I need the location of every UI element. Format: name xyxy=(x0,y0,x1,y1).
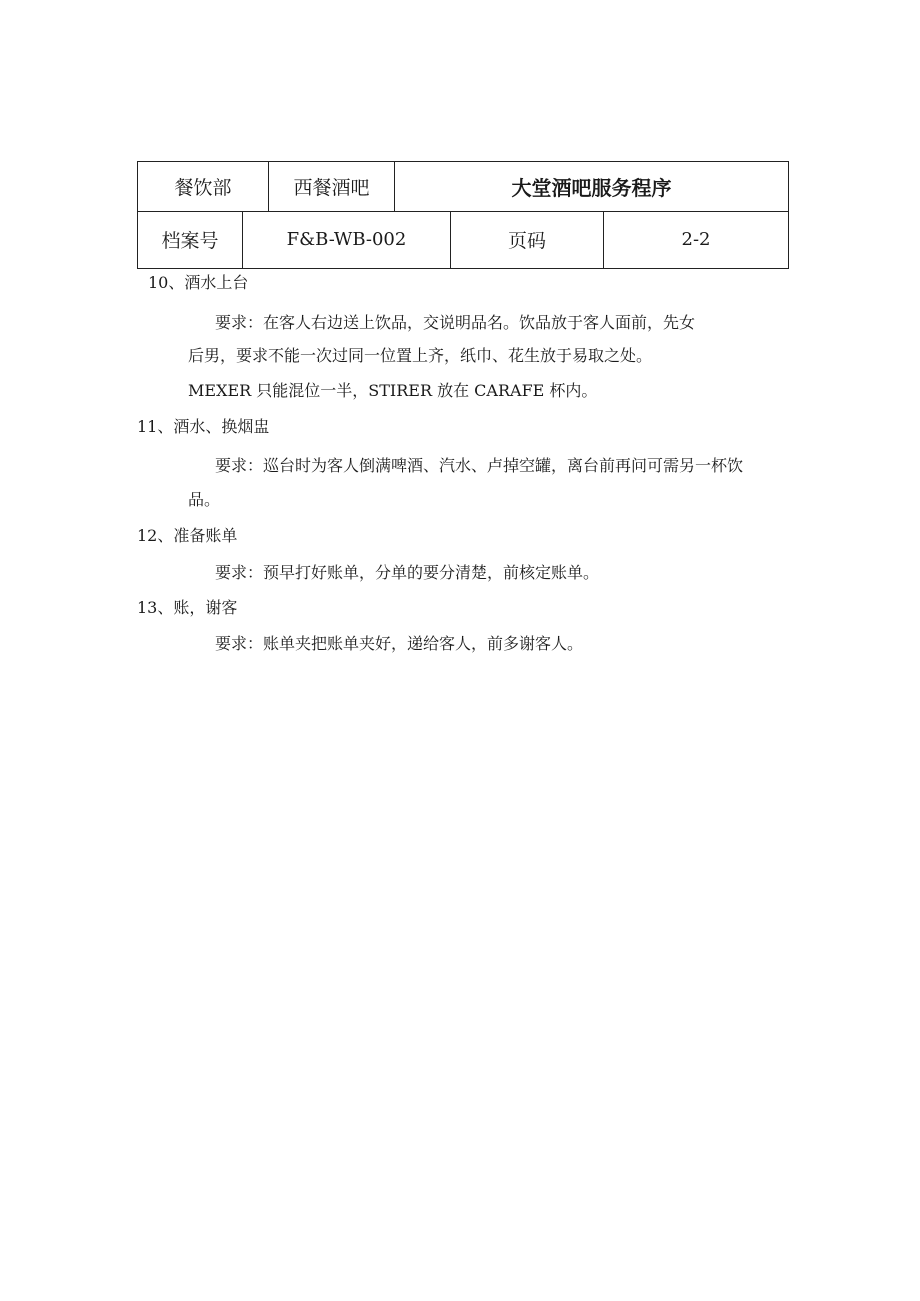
page-value: 2-2 xyxy=(681,229,711,250)
item-13-requirement-line-1: 要求：账单夹把账单夹好，递给客人，前多谢客人。 xyxy=(215,634,584,653)
department-cell: 餐饮部 xyxy=(138,162,269,211)
header-row-1 xyxy=(138,162,788,212)
item-11-requirement-line-2: 品。 xyxy=(188,490,221,509)
header-table xyxy=(137,161,789,269)
document-title: 大堂酒吧服务程序 xyxy=(511,176,672,200)
item-10-requirement-line-3: MEXER 只能混位一半，STIRER 放在 CARAFE 杯内。 xyxy=(188,381,598,400)
item-11-requirement-line-1: 要求：巡台时为客人倒满啤酒、汽水、卢掉空罐，离台前再问可需另一杯饮 xyxy=(215,456,744,475)
item-13-heading: 13、账，谢客 xyxy=(137,598,238,617)
item-11-heading: 11、酒水、换烟盅 xyxy=(137,417,270,436)
item-12-requirement-line-1: 要求：预早打好账单，分单的要分清楚，前核定账单。 xyxy=(215,563,600,582)
item-10-heading: 10、酒水上台 xyxy=(148,273,249,292)
section-cell: 西餐酒吧 xyxy=(269,162,395,211)
file-number-value: F&B-WB-002 xyxy=(243,211,451,268)
item-10-requirement-line-1: 要求：在客人右边送上饮品，交说明品名。饮品放于客人面前，先女 xyxy=(215,313,696,332)
item-12-heading: 12、准备账单 xyxy=(137,526,238,545)
item-10-requirement-line-2: 后男，要求不能一次过同一位置上齐，纸巾、花生放于易取之处。 xyxy=(188,346,653,365)
header-row-2 xyxy=(138,211,788,268)
page-label: 页码 xyxy=(451,211,604,268)
file-number-label: 档案号 xyxy=(138,211,243,268)
